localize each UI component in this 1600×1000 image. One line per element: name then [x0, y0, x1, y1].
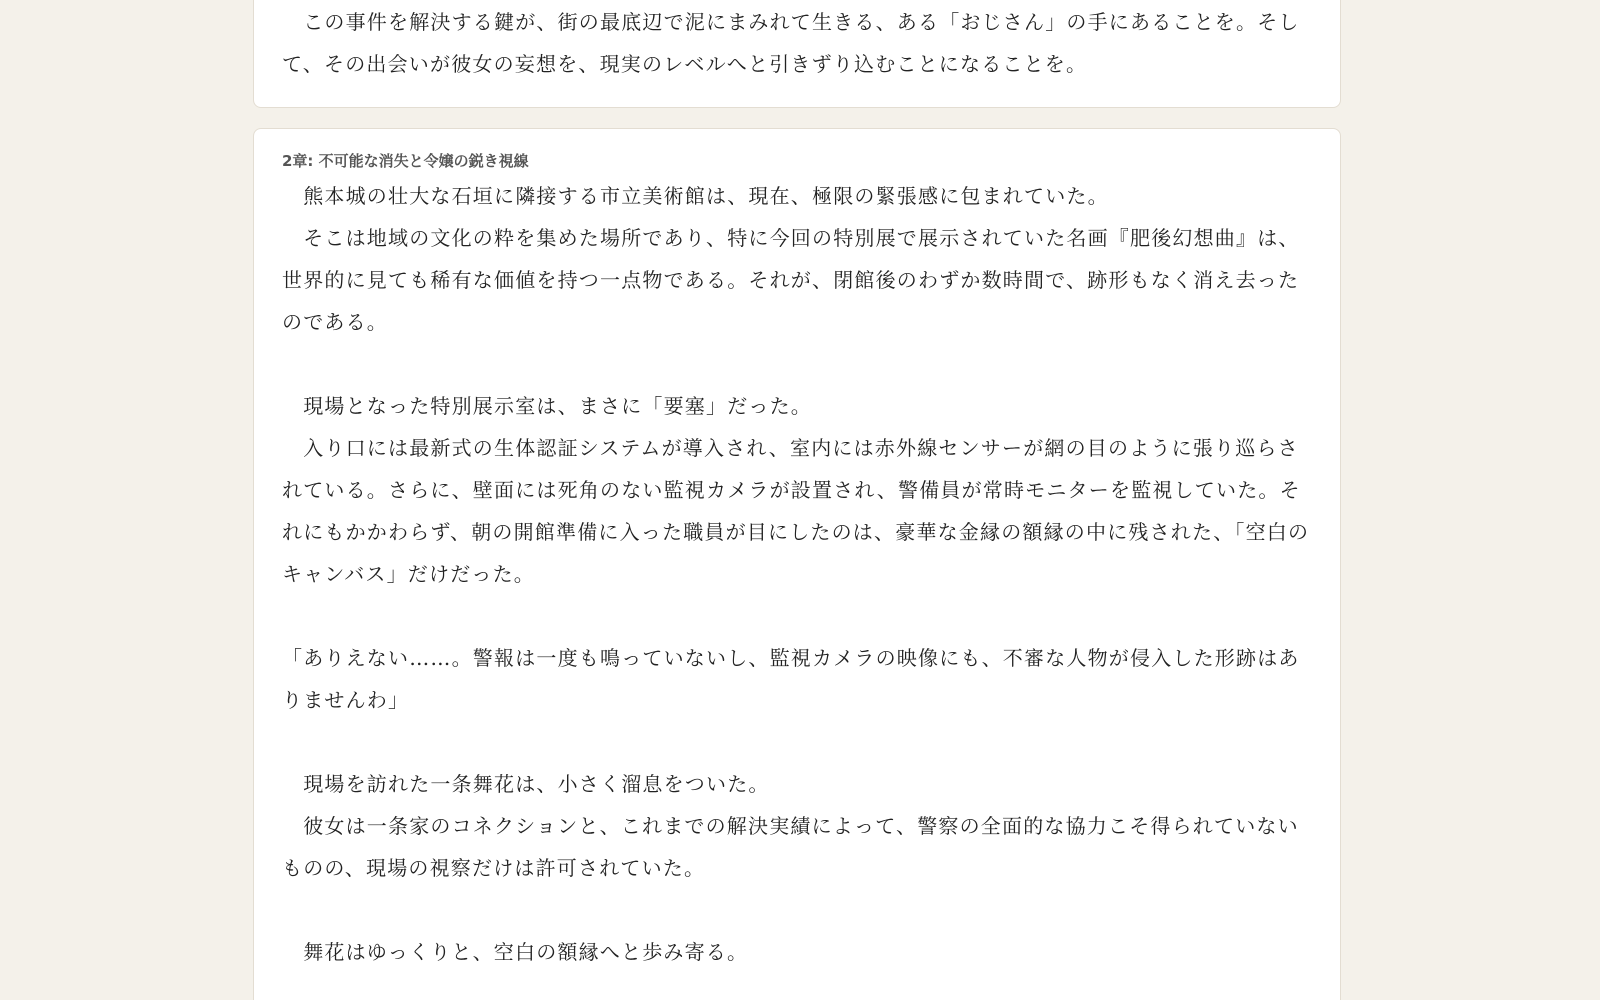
story-paragraph: 彼女は一条家のコネクションと、これまでの解決実績によって、警察の全面的な協力こそ得られていないものの、現場の視察だけは許可されていた。 — [282, 814, 1299, 880]
story-paragraph: 入り口には最新式の生体認証システムが導入され、室内には赤外線センサーが網の目のように張り巡らされている。さらに、壁面には死角のない監視カメラが設置され、警備員が常時モニターを監視していた。それにもかかわらず、朝の開館準備に入った職員が目にしたのは、豪華な金縁の額縁の中に残された、「空白のキャンバス」だけだった。 — [282, 436, 1310, 586]
paragraph-spacer — [282, 889, 1312, 931]
story-paragraph: 熊本城の壮大な石垣に隣接する市立美術館は、現在、極限の緊張感に包まれていた。 — [282, 184, 1109, 208]
story-paragraph: そこは地域の文化の粋を集めた場所であり、特に今回の特別展で展示されていた名画『肥後幻想曲』は、世界的に見ても稀有な価値を持つ一点物である。それが、閉館後のわずか数時間で、跡形もなく消え去ったのである。 — [282, 226, 1300, 334]
previous-chapter-card — [253, 0, 1341, 108]
paragraph-spacer — [282, 595, 1312, 637]
paragraph-spacer — [282, 721, 1312, 763]
story-paragraph: 現場を訪れた一条舞花は、小さく溜息をついた。 — [282, 772, 770, 796]
current-chapter-card — [253, 128, 1341, 1000]
story-paragraph: この事件を解決する鍵が、街の最底辺で泥にまみれて生きる、ある「おじさん」の手にあることを。そして、その出会いが彼女の妄想を、現実のレベルへと引きずり込むことになることを。 — [282, 10, 1300, 76]
story-paragraph: 「ありえない……。警報は一度も鳴っていないし、監視カメラの映像にも、不審な人物が侵入した形跡はありませんわ」 — [282, 646, 1300, 712]
paragraph-spacer — [282, 343, 1312, 385]
chapter-title: 2章: 不可能な消失と令嬢の鋭き視線 — [282, 152, 529, 170]
story-paragraph: 現場となった特別展示室は、まさに「要塞」だった。 — [282, 394, 812, 418]
story-paragraph: 舞花はゆっくりと、空白の額縁へと歩み寄る。 — [282, 940, 749, 964]
